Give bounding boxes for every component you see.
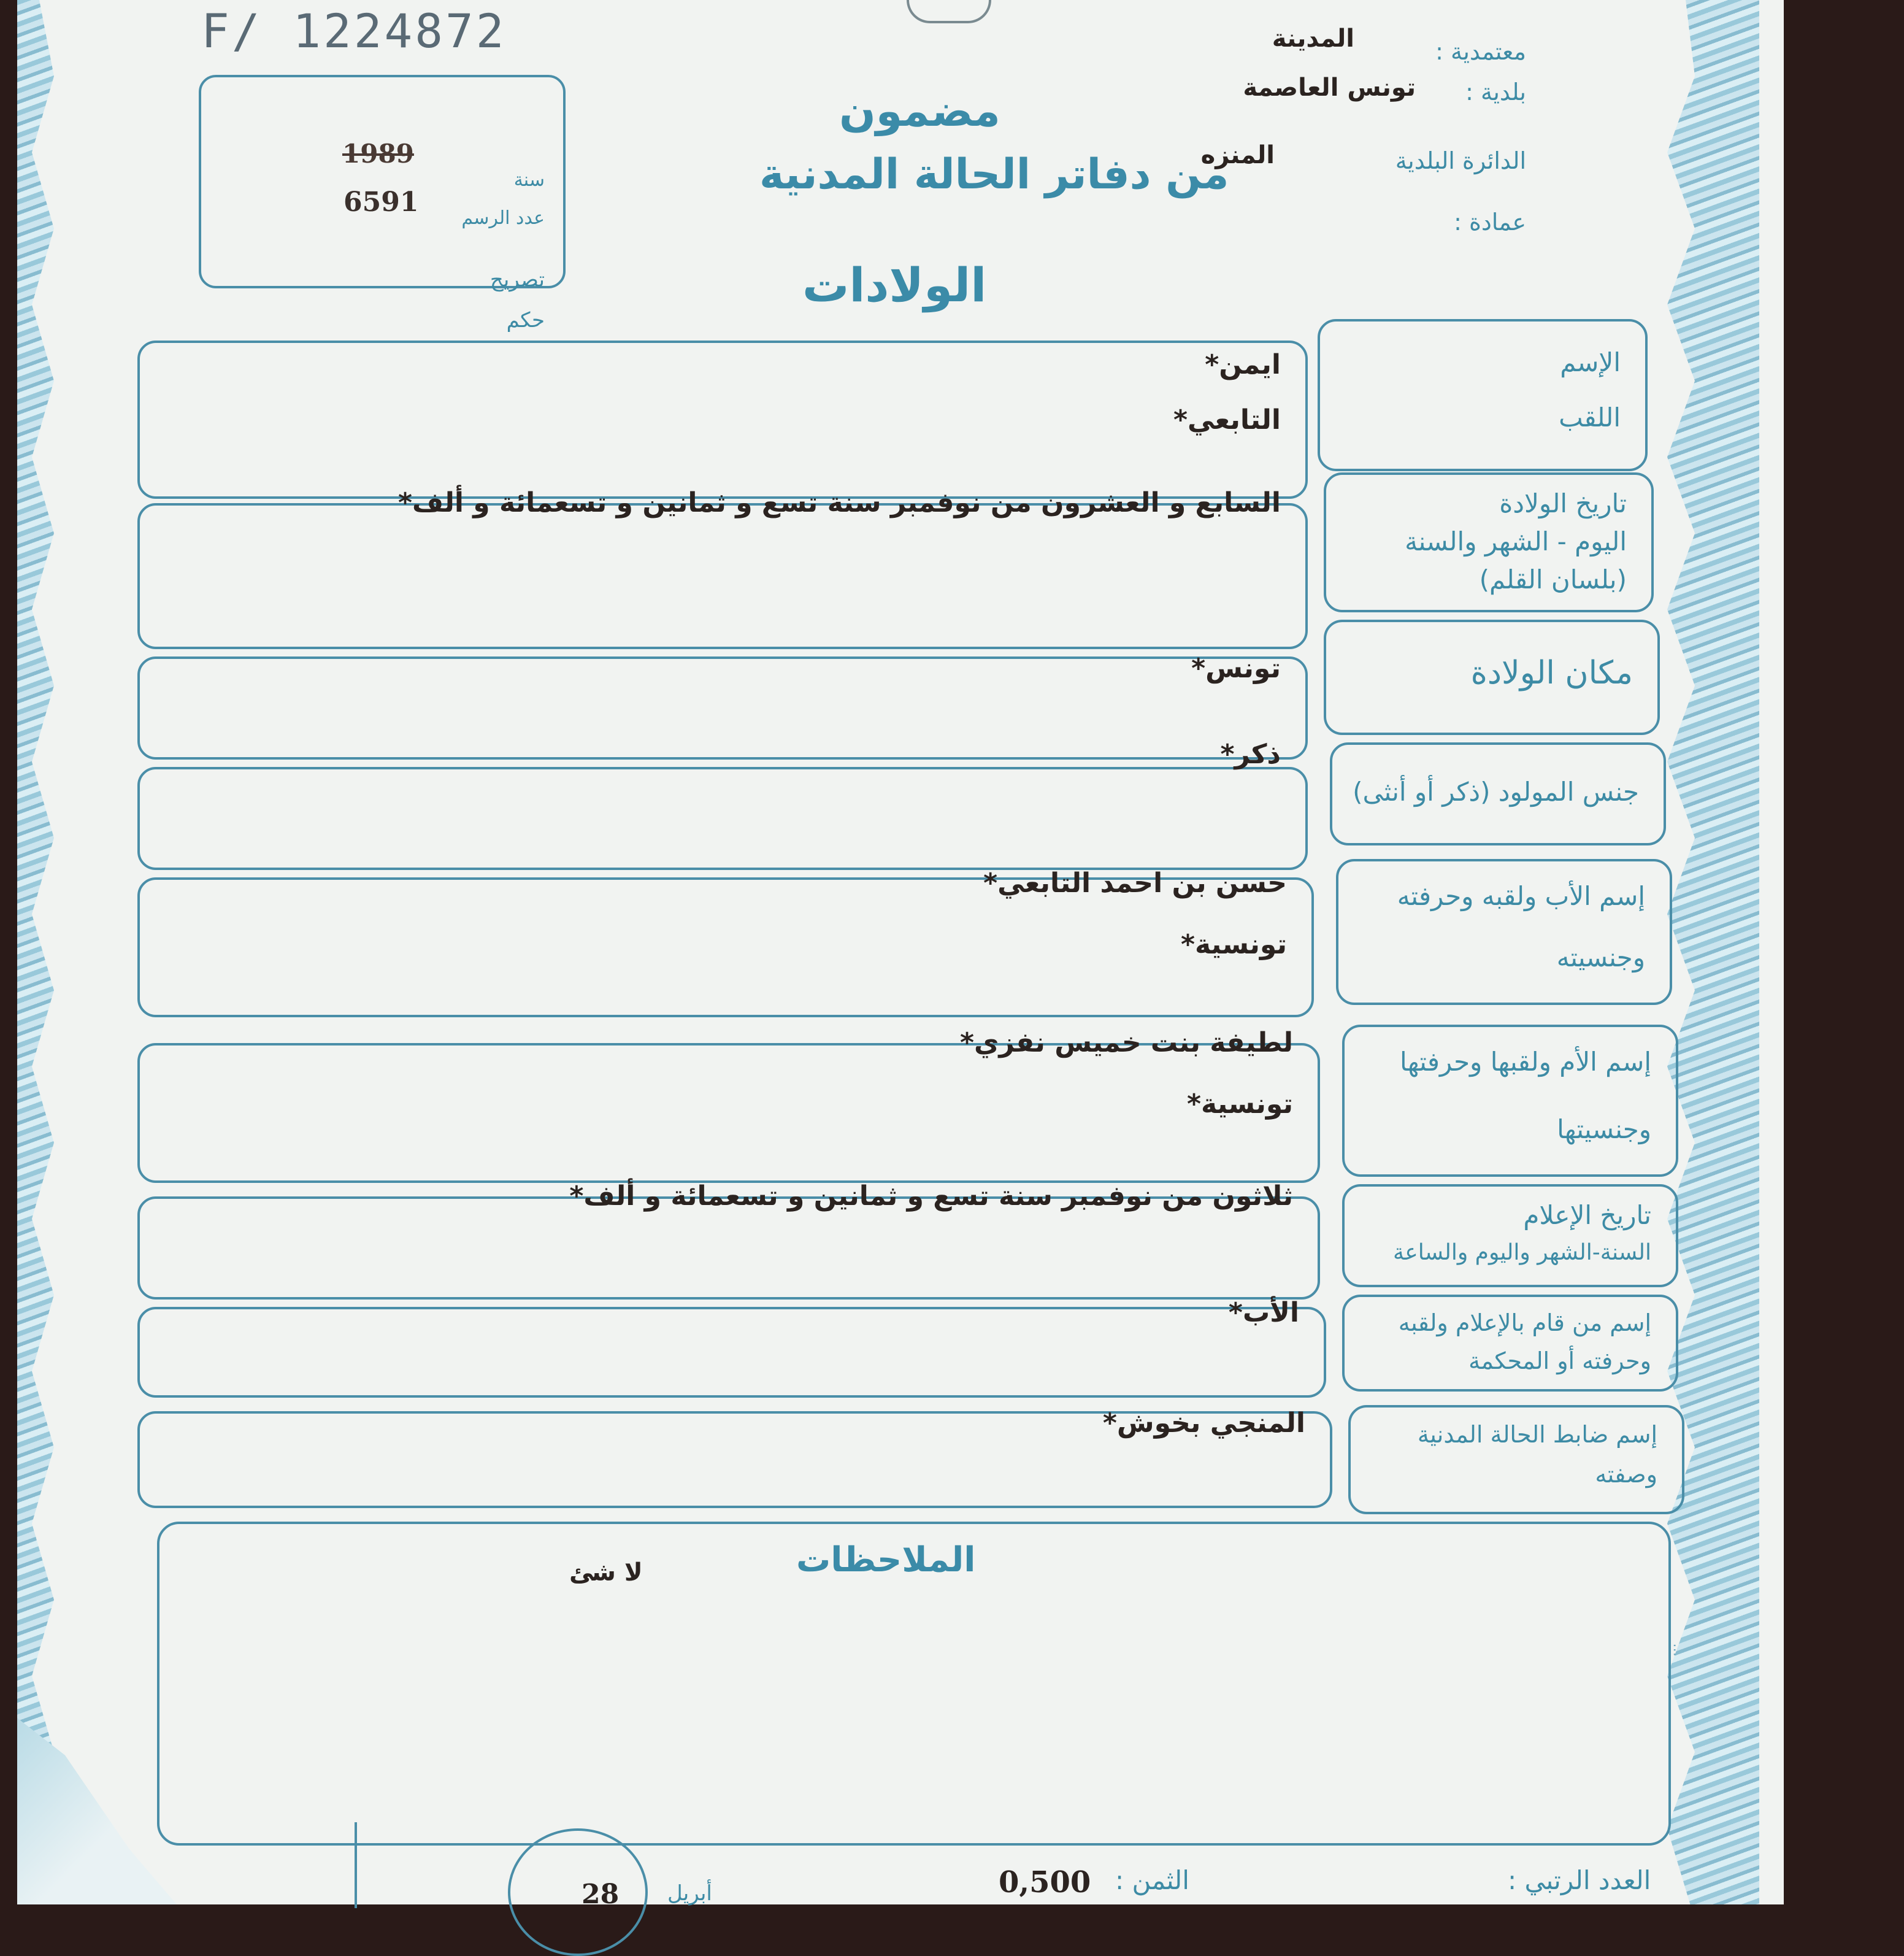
birth-date-value: السابع و العشرون من نوفمبر سنة تسع و ثمانين و تسعمائة و ألف * <box>398 487 1281 518</box>
mother-name-value: لطيفة بنت خميس نفزي * <box>960 1027 1293 1058</box>
father-name-value: حسن بن احمد التابعي * <box>983 868 1287 899</box>
notes-value: لا شئ <box>569 1558 643 1587</box>
name-value-box <box>137 341 1308 499</box>
registrar-value: المنجي بخوش * <box>1103 1407 1305 1439</box>
extract-title: مضمون <box>839 86 1000 136</box>
father-label-box <box>1336 859 1672 1005</box>
birth-place-value-box <box>137 653 1308 760</box>
delegation-value: المدينة <box>1272 25 1354 53</box>
footer-serial-label: العدد الرتبي : <box>1508 1865 1651 1895</box>
left-border-pattern <box>17 0 54 1904</box>
surname-label: اللقب <box>1559 402 1621 433</box>
father-label: إسم الأب ولقبه وحرفته <box>1397 881 1645 911</box>
price-label: الثمن : <box>1115 1865 1189 1895</box>
first-name-value: ايمن * <box>1205 349 1281 380</box>
folded-corner <box>17 1718 177 1904</box>
registrar-value-box <box>137 1407 1332 1508</box>
municipality-label: بلدية : <box>1465 79 1526 106</box>
births-title: الولادات <box>802 258 987 312</box>
registrar-label: إسم ضابط الحالة المدنية <box>1417 1421 1657 1448</box>
document-serial: F/ 1224872 <box>201 4 507 58</box>
district-label: الدائرة البلدية <box>1395 147 1526 174</box>
side-print-mark: ⋯ <box>1667 1643 1683 1657</box>
footer-month: أبريل <box>667 1881 712 1906</box>
declarant-label-box <box>1342 1295 1678 1392</box>
sex-value-box <box>137 739 1308 870</box>
mother-label-nationality: وجنسيتها <box>1557 1114 1651 1144</box>
delegation-label: معتمدية : <box>1435 38 1526 65</box>
father-nationality-value: تونسية * <box>1181 929 1287 960</box>
registrar-sublabel: وصفته <box>1595 1461 1657 1488</box>
declaration-label: تصريح <box>489 268 545 292</box>
right-border-pattern <box>1667 0 1759 1904</box>
birth-date-written-label: (بلسان القلم) <box>1479 564 1627 595</box>
certificate-paper <box>17 0 1784 1910</box>
birth-date-sublabel: اليوم - الشهر والسنة <box>1405 526 1627 556</box>
emblem-icon <box>907 0 991 23</box>
omda-label: عمادة : <box>1454 209 1526 236</box>
name-label-box <box>1318 319 1648 471</box>
birth-place-label: مكان الولادة <box>1470 655 1633 691</box>
birth-place-value: تونس * <box>1191 653 1281 684</box>
registrar-label-box <box>1348 1405 1684 1514</box>
father-value-box <box>137 868 1314 1017</box>
municipality-value: تونس العاصمة <box>1243 74 1416 102</box>
father-label-nationality: وجنسيته <box>1556 942 1645 972</box>
declarant-label: إسم من قام بالإعلام ولقبه <box>1398 1309 1651 1336</box>
mother-value-box <box>137 1027 1320 1183</box>
mother-label-box <box>1342 1025 1678 1177</box>
registration-number-label: عدد الرسم <box>461 207 545 229</box>
birth-place-label-box <box>1324 620 1660 735</box>
sex-label-box <box>1330 742 1666 845</box>
first-name-label: الإسم <box>1560 347 1621 377</box>
mother-nationality-value: تونسية * <box>1187 1088 1293 1120</box>
declaration-date-sublabel: السنة-الشهر واليوم والساعة <box>1393 1240 1651 1265</box>
surname-value: التابعي * <box>1173 404 1281 436</box>
notes-title: الملاحظات <box>796 1540 976 1580</box>
registration-box <box>199 75 566 333</box>
birth-date-label: تاريخ الولادة <box>1499 488 1627 518</box>
declarant-sublabel: وحرفته أو المحكمة <box>1468 1347 1651 1374</box>
sex-label: جنس المولود (ذكر أو أنثى) <box>1353 777 1639 807</box>
declarant-value-box <box>137 1297 1326 1398</box>
declarant-value: الأب * <box>1229 1297 1299 1328</box>
sex-value: ذكر * <box>1220 739 1281 770</box>
footer-divider <box>355 1822 357 1908</box>
judgment-label: حكم <box>506 308 545 333</box>
registers-title: من دفاتر الحالة المدنية <box>759 150 1229 199</box>
stamp-outline <box>508 1828 648 1956</box>
footer-number: 28 <box>582 1879 620 1910</box>
year-label: سنة <box>513 169 545 191</box>
declaration-date-value-box <box>137 1180 1320 1300</box>
district-value: المنزه <box>1200 141 1275 169</box>
declaration-date-label: تاريخ الإعلام <box>1523 1200 1651 1230</box>
declaration-date-value: ثلاثون من نوفمبر سنة تسع و ثمانين و تسعمائة و ألف * <box>569 1180 1293 1212</box>
mother-label: إسم الأم ولقبها وحرفتها <box>1400 1047 1651 1077</box>
birth-date-value-box <box>137 487 1308 649</box>
registration-year: 1989 <box>342 139 414 169</box>
registration-number: 6591 <box>344 187 419 218</box>
declaration-date-label-box <box>1342 1184 1678 1287</box>
birth-date-label-box <box>1324 472 1654 612</box>
price-value: 0,500 <box>999 1865 1091 1900</box>
